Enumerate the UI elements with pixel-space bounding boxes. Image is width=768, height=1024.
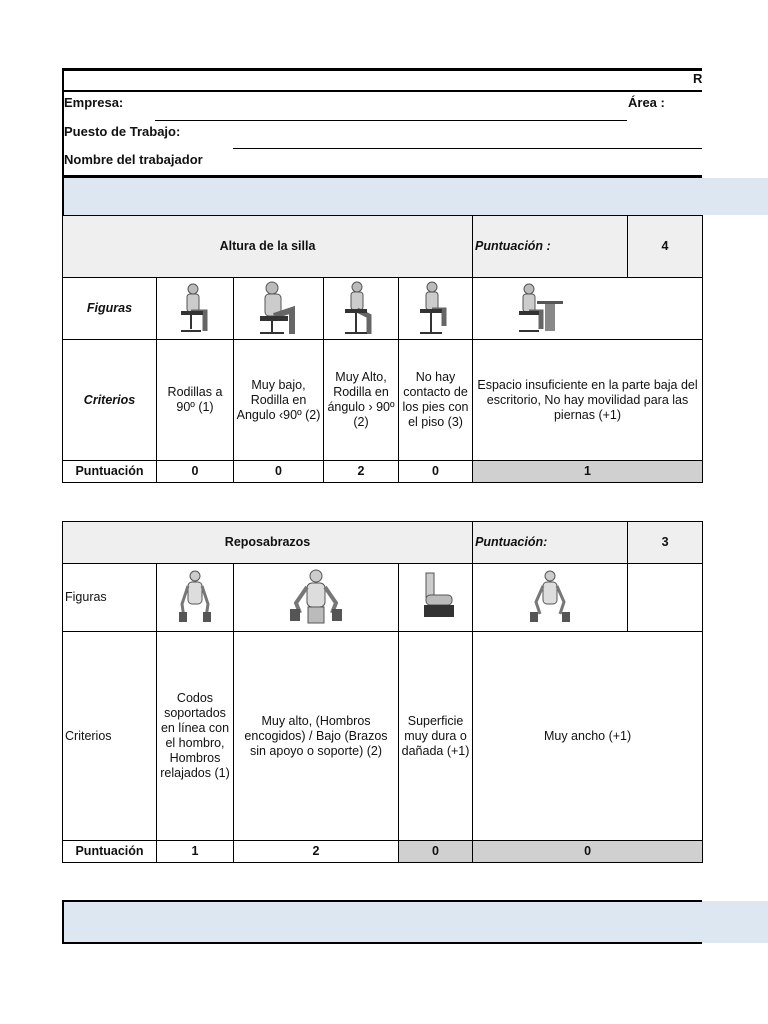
figure-muy-bajo — [234, 278, 324, 340]
reposabrazos-score-1[interactable]: 1 — [157, 841, 234, 863]
area-label: Área : — [628, 95, 665, 110]
reposabrazos-criterio-3: Superficie muy dura o dañada (+1) — [399, 632, 473, 841]
reposabrazos-title: Reposabrazos — [63, 522, 473, 564]
header-title-divider — [62, 90, 702, 92]
reposabrazos-score-4: 0 — [473, 841, 703, 863]
silla-criterio-1: Rodillas a 90º (1) — [157, 340, 234, 461]
puesto-field[interactable] — [233, 148, 702, 149]
silla-score-1[interactable]: 0 — [157, 461, 234, 483]
reposabrazos-criterio-2: Muy alto, (Hombros encogidos) / Bajo (Brazos sin apoyo o soporte) (2) — [234, 632, 399, 841]
silla-puntuacion-label: Puntuación : — [473, 216, 628, 278]
reposabrazos-score-2[interactable]: 2 — [234, 841, 399, 863]
reposabrazos-figuras-label: Figuras — [63, 564, 157, 632]
reposabrazos-criterio-1: Codos soportados en línea con el hombro, Hombros relajados (1) — [157, 632, 234, 841]
silla-figuras-label: Figuras — [63, 278, 157, 340]
silla-score-2[interactable]: 0 — [234, 461, 324, 483]
page-title: R — [693, 71, 703, 86]
figure-empty — [628, 564, 703, 632]
reposabrazos-score-label: Puntuación — [63, 841, 157, 863]
silla-criterio-2: Muy bajo, Rodilla en Angulo ‹90º (2) — [234, 340, 324, 461]
section-band-1 — [62, 178, 768, 215]
reposabrazos-criterio-4: Muy ancho (+1) — [473, 632, 703, 841]
puesto-label: Puesto de Trabajo: — [64, 124, 181, 139]
silla-score-3[interactable]: 2 — [324, 461, 399, 483]
figure-espacio-insuficiente — [473, 278, 703, 340]
silla-criterios-label: Criterios — [63, 340, 157, 461]
silla-puntuacion-value: 4 — [628, 216, 703, 278]
figure-muy-alto-bajo — [234, 564, 399, 632]
silla-score-label: Puntuación — [63, 461, 157, 483]
reposabrazos-score-3: 0 — [399, 841, 473, 863]
figure-codos-soportados — [157, 564, 234, 632]
band-left-border — [62, 178, 64, 215]
reposabrazos-puntuacion-value: 3 — [628, 522, 703, 564]
silla-score-4[interactable]: 0 — [399, 461, 473, 483]
figure-sin-contacto — [399, 278, 473, 340]
silla-table — [62, 215, 703, 483]
figure-muy-ancho — [473, 564, 628, 632]
silla-title: Altura de la silla — [63, 216, 473, 278]
figure-superficie-dura — [399, 564, 473, 632]
silla-criterio-5: Espacio insuficiente en la parte baja del escritorio, No hay movilidad para las piernas (+1) — [473, 340, 703, 461]
figure-rodillas-90 — [157, 278, 234, 340]
reposabrazos-table — [62, 521, 703, 863]
band2-top-border — [62, 900, 702, 902]
band2-bottom-border — [62, 942, 702, 944]
nombre-label: Nombre del trabajador — [64, 152, 203, 167]
empresa-label: Empresa: — [64, 95, 124, 110]
band2-left-border — [62, 900, 64, 944]
empresa-field[interactable] — [155, 120, 627, 121]
figure-muy-alto — [324, 278, 399, 340]
header-top-border — [62, 68, 702, 71]
section-band-2 — [62, 901, 768, 943]
silla-criterio-4: No hay contacto de los pies con el piso (3) — [399, 340, 473, 461]
reposabrazos-criterios-label: Criterios — [63, 632, 157, 841]
reposabrazos-puntuacion-label: Puntuación: — [473, 522, 628, 564]
silla-criterio-3: Muy Alto, Rodilla en ángulo › 90º (2) — [324, 340, 399, 461]
silla-score-5: 1 — [473, 461, 703, 483]
